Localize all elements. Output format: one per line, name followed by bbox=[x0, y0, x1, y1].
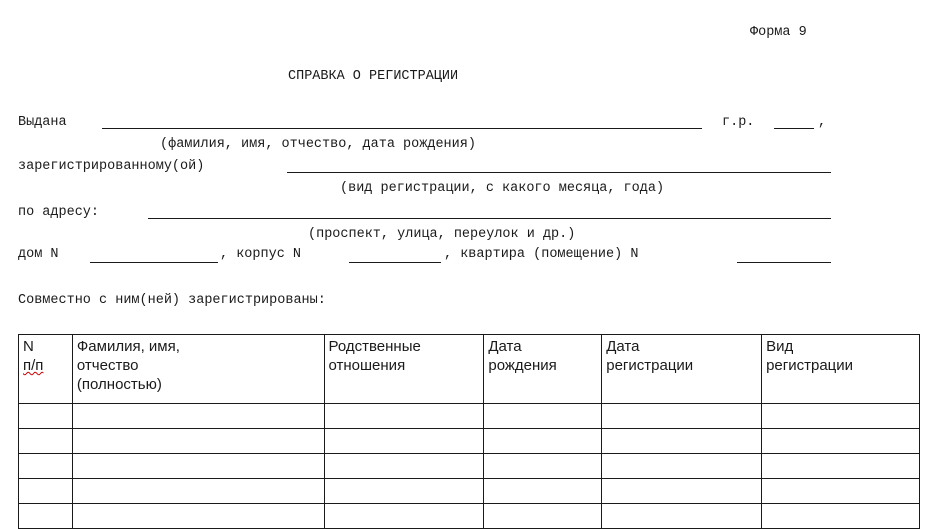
table-cell[interactable] bbox=[762, 429, 920, 454]
header-birth-line1: Дата bbox=[488, 338, 522, 355]
cohabitants-label: Совместно с ним(ней) зарегистрированы: bbox=[18, 293, 326, 308]
column-header-relation bbox=[324, 335, 484, 404]
table-cell[interactable] bbox=[484, 479, 602, 504]
table-cell[interactable] bbox=[72, 504, 324, 529]
building-label: , корпус N bbox=[220, 247, 302, 262]
table-row bbox=[19, 454, 920, 479]
header-relation-line2: отношения bbox=[328, 357, 406, 374]
table-cell[interactable] bbox=[19, 429, 73, 454]
header-name-line2: отчество bbox=[76, 357, 139, 374]
table-cell[interactable] bbox=[324, 404, 484, 429]
registered-persons-table bbox=[18, 334, 920, 529]
column-header-full-name bbox=[72, 335, 324, 404]
address-hint: (проспект, улица, переулок и др.) bbox=[308, 227, 576, 242]
table-cell[interactable] bbox=[19, 504, 73, 529]
address-label: по адресу: bbox=[18, 205, 100, 220]
header-number-line1: N bbox=[23, 338, 34, 355]
column-header-number bbox=[19, 335, 73, 404]
table-cell[interactable] bbox=[762, 504, 920, 529]
table-row bbox=[19, 429, 920, 454]
table-cell[interactable] bbox=[72, 404, 324, 429]
table-cell[interactable] bbox=[762, 454, 920, 479]
table-row bbox=[19, 404, 920, 429]
table-cell[interactable] bbox=[484, 454, 602, 479]
header-regdate-line2: регистрации bbox=[606, 357, 694, 374]
table-cell[interactable] bbox=[324, 454, 484, 479]
column-header-birth-date bbox=[484, 335, 602, 404]
apartment-number-field[interactable] bbox=[737, 262, 831, 263]
header-regtype-line2: регистрации bbox=[766, 357, 854, 374]
registered-label: зарегистрированному(ой) bbox=[18, 159, 205, 174]
table-cell[interactable] bbox=[324, 479, 484, 504]
table-cell[interactable] bbox=[324, 429, 484, 454]
table-cell[interactable] bbox=[484, 504, 602, 529]
table-cell[interactable] bbox=[762, 479, 920, 504]
header-birth-line2: рождения bbox=[488, 357, 557, 374]
address-field[interactable] bbox=[148, 218, 831, 219]
document-title: СПРАВКА О РЕГИСТРАЦИИ bbox=[288, 69, 459, 84]
table-row bbox=[19, 479, 920, 504]
birth-year-label: г.р. bbox=[722, 115, 755, 130]
header-regdate-line1: Дата bbox=[606, 338, 640, 355]
house-number-field[interactable] bbox=[90, 262, 218, 263]
birth-year-field[interactable] bbox=[774, 128, 814, 129]
house-label: дом N bbox=[18, 247, 59, 262]
issued-to-label: Выдана bbox=[18, 115, 67, 130]
table-cell[interactable] bbox=[484, 429, 602, 454]
table-cell[interactable] bbox=[72, 479, 324, 504]
table-cell[interactable] bbox=[19, 404, 73, 429]
table-cell[interactable] bbox=[602, 504, 762, 529]
issued-to-hint: (фамилия, имя, отчество, дата рождения) bbox=[160, 137, 476, 152]
header-name-line3: (полностью) bbox=[76, 376, 162, 393]
table-cell[interactable] bbox=[72, 454, 324, 479]
table-cell[interactable] bbox=[602, 454, 762, 479]
header-number-line2: п/п bbox=[23, 357, 44, 374]
column-header-registration-type bbox=[762, 335, 920, 404]
table-row bbox=[19, 504, 920, 529]
table-cell[interactable] bbox=[19, 454, 73, 479]
registration-type-field[interactable] bbox=[287, 172, 831, 173]
form-number: Форма 9 bbox=[750, 25, 807, 40]
header-regtype-line1: Вид bbox=[766, 338, 794, 355]
table-cell[interactable] bbox=[602, 479, 762, 504]
table-cell[interactable] bbox=[762, 404, 920, 429]
building-number-field[interactable] bbox=[349, 262, 441, 263]
registration-type-hint: (вид регистрации, с какого месяца, года) bbox=[340, 181, 665, 196]
table-cell[interactable] bbox=[72, 429, 324, 454]
table-cell[interactable] bbox=[602, 429, 762, 454]
issued-to-field[interactable] bbox=[102, 128, 702, 129]
table-cell[interactable] bbox=[602, 404, 762, 429]
table-cell[interactable] bbox=[19, 479, 73, 504]
header-relation-line1: Родственные bbox=[328, 338, 421, 355]
table-cell[interactable] bbox=[324, 504, 484, 529]
header-name-line1: Фамилия, имя, bbox=[76, 338, 180, 355]
apartment-label: , квартира (помещение) N bbox=[444, 247, 639, 262]
column-header-registration-date bbox=[602, 335, 762, 404]
table-cell[interactable] bbox=[484, 404, 602, 429]
birth-year-comma: , bbox=[818, 115, 827, 130]
table-header-row bbox=[19, 335, 920, 404]
